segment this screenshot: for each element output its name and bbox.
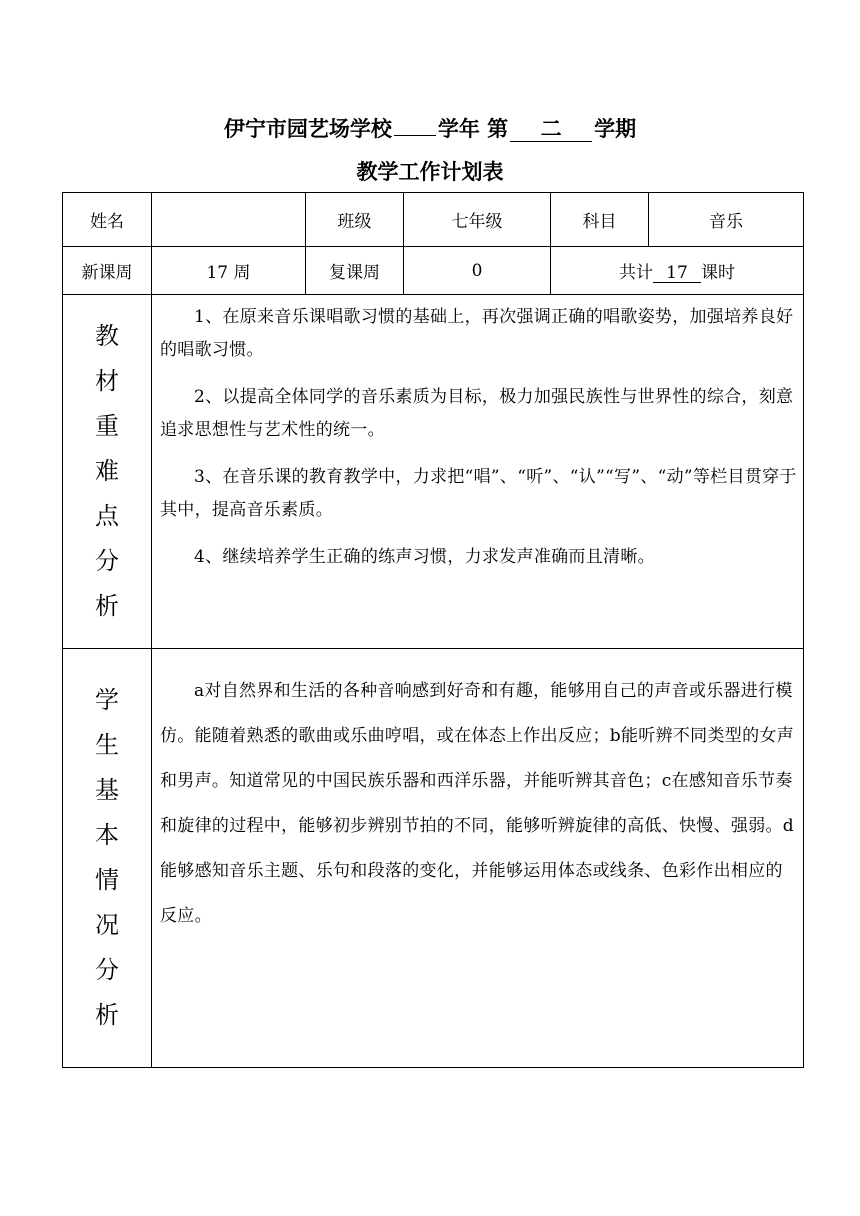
label-char: 难 [95,457,119,485]
textbook-section-label [63,295,152,649]
textbook-row [63,295,804,649]
class-value: 七年级 [404,193,551,247]
total-hours-value: 17 [653,265,701,283]
student-analysis-text: a对自然界和生活的各种音响感到好奇和有趣，能够用自己的声音或乐器进行模仿。能随着熟悉的歌曲或乐曲哼唱，或在体态上作出反应；b能听辨不同类型的女声和男声。知道常见的中国民族乐器和西洋乐器，并能听辨其音色；c在感知音乐节奏和旋律的过程中，能够初步辨别节拍的不同，能够听辨旋律的高低、快慢、强弱。d能够感知音乐主题、乐句和段落的变化，并能够运用体态或线条、色彩作出相应的反应。 [160,681,794,926]
label-char: 教 [95,322,119,350]
plan-table [62,192,804,1068]
weeks-row [63,247,804,295]
review-weeks-value: 0 [404,247,551,295]
label-char: 生 [95,731,119,759]
name-label: 姓名 [63,193,152,247]
year-blank [394,134,436,136]
school-name: 伊宁市园艺场学校 [223,117,392,141]
document-subtitle: 教学工作计划表 [356,160,504,184]
label-char: 重 [95,412,119,440]
review-weeks-label: 复课周 [306,247,404,295]
textbook-point: 4、继续培养学生正确的练声习惯，力求发声准确而且清晰。 [194,547,655,567]
label-char: 分 [95,547,119,575]
new-weeks-value: 17 周 [152,247,306,295]
student-section-label [63,649,152,1068]
label-char: 本 [95,821,119,849]
student-analysis-content [152,649,804,1068]
name-value [152,193,306,247]
label-char: 点 [95,502,119,530]
semester-value: 二 [510,119,592,142]
total-prefix: 共计 [619,263,653,283]
total-suffix: 课时 [701,263,735,283]
year-suffix: 学年 [437,117,480,141]
label-char: 情 [95,866,119,894]
total-hours [551,247,804,295]
document-title [0,113,860,143]
label-char: 学 [95,686,119,714]
semester-prefix: 第 [487,117,509,141]
label-char: 基 [95,776,119,804]
semester-suffix: 学期 [594,117,637,141]
new-weeks-label: 新课周 [63,247,152,295]
label-char: 析 [95,1001,119,1029]
class-label: 班级 [306,193,404,247]
textbook-point: 1、在原来音乐课唱歌习惯的基础上，再次强调正确的唱歌姿势，加强培养良好的唱歌习惯。 [160,307,794,360]
textbook-point: 3、在音乐课的教育教学中，力求把“唱”、“听”、“认”“写”、“动”等栏目贯穿于其中，提高音乐素质。 [160,467,797,520]
info-row [63,193,804,247]
textbook-point: 2、以提高全体同学的音乐素质为目标，极力加强民族性与世界性的综合，刻意追求思想性与艺术性的统一。 [160,387,794,440]
label-char: 材 [95,367,119,395]
student-row [63,649,804,1068]
textbook-analysis-content [152,295,804,649]
subject-label: 科目 [551,193,649,247]
subject-value: 音乐 [649,193,804,247]
label-char: 析 [95,592,119,620]
label-char: 分 [95,956,119,984]
label-char: 况 [95,911,119,939]
